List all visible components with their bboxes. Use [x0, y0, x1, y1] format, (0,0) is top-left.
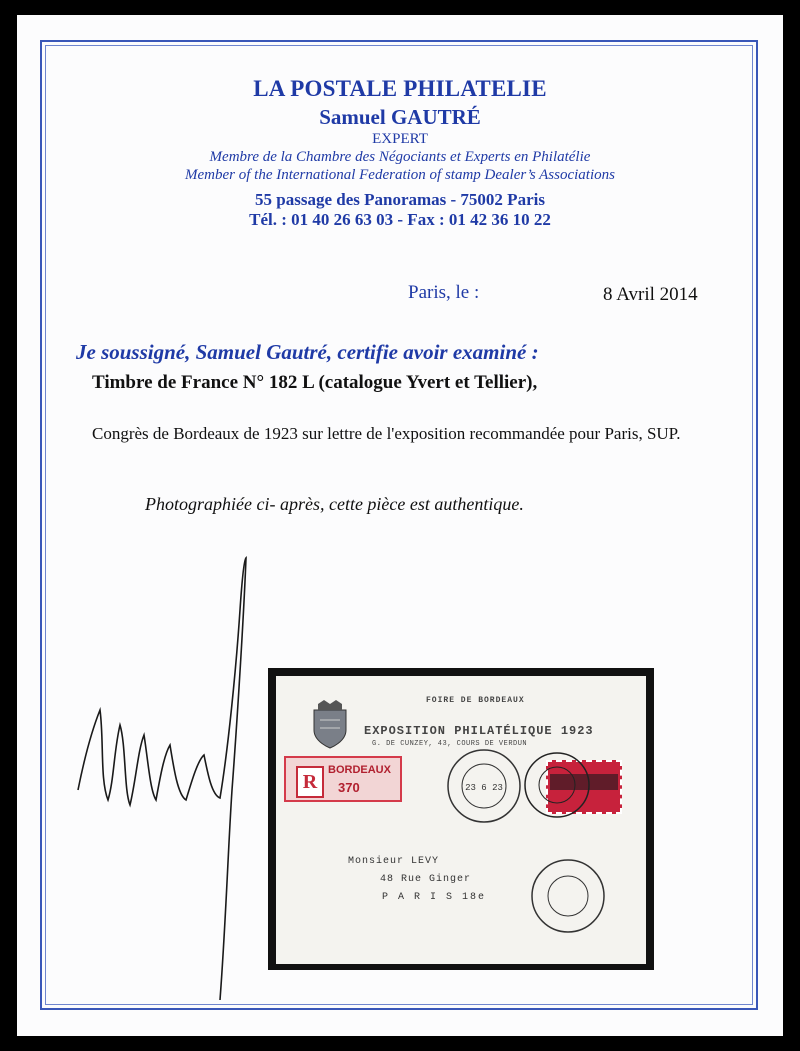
stamp-identification: Timbre de France N° 182 L (catalogue Yvert et Tellier),: [92, 372, 538, 393]
envelope-header-line2: EXPOSITION PHILATÉLIQUE 1923: [364, 724, 594, 738]
registration-city: BORDEAUX: [328, 764, 391, 776]
svg-text:23 6 23: 23 6 23: [465, 783, 503, 793]
envelope-header-line1: FOIRE DE BORDEAUX: [426, 696, 525, 705]
registration-r-mark: R: [296, 766, 324, 798]
company-name: LA POSTALE PHILATELIE: [253, 76, 547, 101]
membership-french: Membre de la Chambre des Négociants et Experts en Philatélie: [209, 149, 591, 165]
certification-statement: Je soussigné, Samuel Gautré, certifie avoir examiné :: [76, 340, 539, 364]
registration-label: [284, 756, 402, 802]
envelope-photograph: [276, 676, 646, 964]
addressee-line3: P A R I S 18e: [382, 892, 487, 903]
crest-icon: [310, 700, 350, 750]
expert-title: EXPERT: [372, 131, 428, 147]
handwritten-signature: [70, 550, 270, 1010]
addressee-line2: 48 Rue Ginger: [380, 874, 472, 885]
stamp-cancel-circle: [522, 750, 592, 820]
arrival-postmark-circle: [528, 856, 608, 936]
dateline-place: Paris, le :: [408, 282, 480, 303]
authenticity-conclusion: Photographiée ci- après, cette pièce est authentique.: [145, 494, 524, 514]
dateline-date: 8 Avril 2014: [603, 284, 698, 305]
membership-english: Member of the International Federation of stamp Dealer’s Associations: [185, 167, 615, 183]
contact-numbers: Tél. : 01 40 26 63 03 - Fax : 01 42 36 10 22: [249, 210, 551, 229]
registration-number: 370: [338, 780, 360, 795]
postmark-circle: [444, 746, 524, 826]
postal-address: 55 passage des Panoramas - 75002 Paris: [255, 190, 545, 209]
item-description: Congrès de Bordeaux de 1923 sur lettre de l'exposition recommandée pour Paris, SUP.: [92, 424, 681, 443]
addressee-line1: Monsieur LEVY: [348, 856, 440, 867]
expert-name: Samuel GAUTRÉ: [319, 105, 481, 129]
envelope-header-line3: G. DE CUNZEY, 43, COURS DE VERDUN: [372, 740, 528, 748]
